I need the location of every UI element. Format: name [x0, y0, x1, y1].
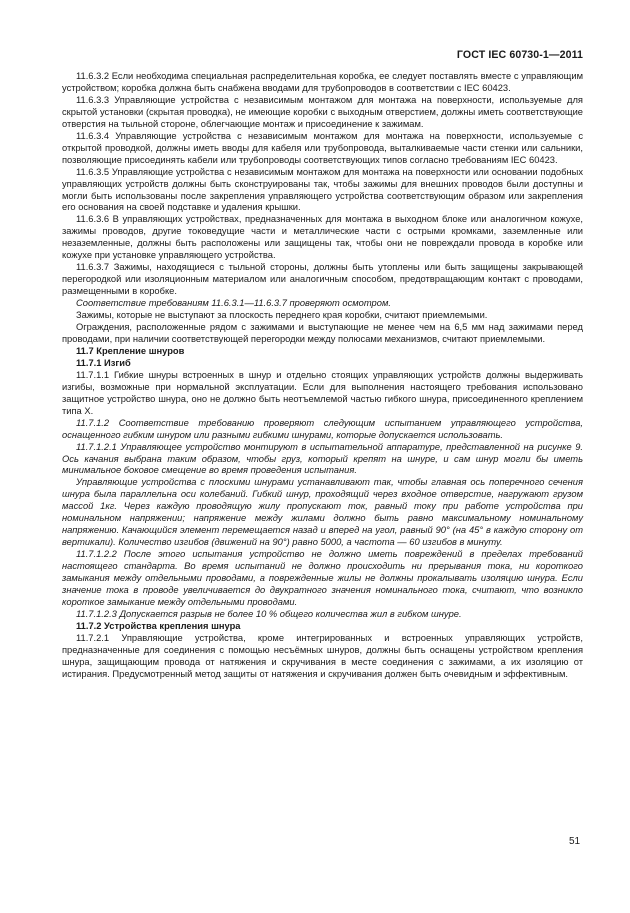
paragraph: 11.7.1.2.2 После этого испытания устройство не должно иметь повреждений в пределах требований настоящего стандарта. Во время испытаний не должно происходить ни прерывания тока, ни короткого замыкания между отдельными проводами, а поврежденные жилы не должны прокалывать изоляцию шнура. Если значение тока в проводе увеличивается до двукратного значения номинального тока, считают, что возникло короткое замыкание между отдельными проводами. [62, 549, 583, 607]
section-heading: 11.7.1 Изгиб [76, 357, 131, 368]
section-heading: 11.7 Крепление шнуров [76, 345, 185, 356]
paragraph: 11.6.3.4 Управляющие устройства с независимым монтажом для монтажа на поверхности, используемые с открытой проводкой, должны иметь вводы для кабеля или трубопровода, выталкиваемые части стенки или сальники, позволяющие присоединять кабели или трубопроводы соответствующих типов согласно требованиям IEC 60423. [62, 130, 583, 165]
document-body [62, 71, 583, 681]
paragraph: Управляющие устройства с плоскими шнурами устанавливают так, чтобы главная ось поперечного сечения шнура была параллельна оси колебаний. Гибкий шнур, проходящий через входное отверстие, нагружают грузом массой 1кг. Через каждую проводящую жилу пропускают ток, равный току при работе устройства при номинальном напряжении; напряжение между жилами должно быть равно максимальному номинальному напряжению. Качающийся элемент перемещается назад и вперед на угол, равный 90° (на 45° в каждую сторону от вертикали). Количество изгибов (движений на 90°) равно 5000, а частота — 60 изгибов в минуту. [62, 477, 583, 548]
document-code-header: ГОСТ IEC 60730-1—2011 [456, 49, 583, 61]
paragraph: Зажимы, которые не выступают за плоскость переднего края коробки, считают приемлемыми. [76, 310, 488, 321]
paragraph: Соответствие требованиям 11.6.3.1—11.6.3.7 проверяют осмотром. [76, 298, 391, 309]
page-number: 51 [569, 836, 581, 847]
paragraph: 11.6.3.3 Управляющие устройства с независимым монтажом для монтажа на поверхности, используемые для скрытой установки (скрытая проводка), не имеющие коробки с выходным отверстием, должны иметь соответствующие отверстия на тыльной стороне, облегчающие монтаж и присоединение к зажимам. [62, 94, 583, 129]
paragraph: 11.6.3.6 В управляющих устройствах, предназначенных для монтажа в выходном блоке или аналогичном кожухе, зажимы проводов, другие токоведущие части и металлические части с острыми кромками, заземленные или незаземленные, должны быть расположены или защищены так, чтобы они не повреждали провода в коробке или кожухе при установке управляющего устройства. [62, 214, 583, 261]
paragraph: 11.6.3.7 Зажимы, находящиеся с тыльной стороны, должны быть утоплены или быть защищены закрывающей перегородкой или изоляционным материалом или аналогичным способом, предотвращающим контакт с проводами, размещенными в коробке. [62, 262, 583, 297]
paragraph: 11.6.3.5 Управляющие устройства с независимым монтажом для монтажа на поверхности или основании подобных управляющих устройств должны быть сконструированы так, чтобы зажимы для внешних проводов были доступны и могли быть использованы после закрепления управляющего устройства соответствующим образом или закрепления его основания на своей подставке и удаления крышки. [62, 166, 583, 213]
paragraph: Ограждения, расположенные рядом с зажимами и выступающие не менее чем на 6,5 мм над зажимами перед проводами, при наличии соответствующей перегородки между полюсами механизмов, считают приемлемыми. [62, 322, 583, 344]
paragraph: 11.7.1.1 Гибкие шнуры встроенных в шнур и отдельно стоящих управляющих устройств должны выдерживать изгибы, возможные при нормальной эксплуатации. Если для выполнения настоящего требования использовано защитное устройство шнура, оно не должно быть неотъемлемой частью гибкого шнура, присоединенного креплением типа X. [62, 369, 583, 416]
paragraph: 11.7.1.2.3 Допускается разрыв не более 10 % общего количества жил в гибком шнуре. [76, 608, 462, 619]
paragraph: 11.7.2.1 Управляющие устройства, кроме интегрированных и встроенных управляющих устройств, предназначенные для соединения с помощью несъёмных шнуров, должны быть оснащены устройством крепления шнура, защищающим провода от натяжения и скручивания в месте соединения с зажимами, а их изоляцию от истирания. Предусмотренный метод защиты от натяжения и скручивания должен быть очевидным и эффективным. [62, 632, 583, 679]
paragraph: 11.7.1.2 Соответствие требованию проверяют следующим испытанием управляющего устройства, оснащенного гибким шнуром или разными гибкими шнурами, которые допускается использовать. [62, 417, 583, 440]
section-heading: 11.7.2 Устройства крепления шнура [76, 620, 241, 631]
paragraph: 11.7.1.2.1 Управляющее устройство монтируют в испытательной аппаратуре, представленной на рисунке 9. Ось качания выбрана таким образом, чтобы груз, который крепят на шнуре, и сам шнур могли бы иметь минимальное боковое смещение во время проведения испытания. [62, 441, 583, 476]
paragraph: 11.6.3.2 Если необходима специальная распределительная коробка, ее следует поставлять вместе с управляющим устройством; коробка должна быть снабжена вводами для трубопроводов в соответствии с IEC 60423. [62, 71, 583, 93]
